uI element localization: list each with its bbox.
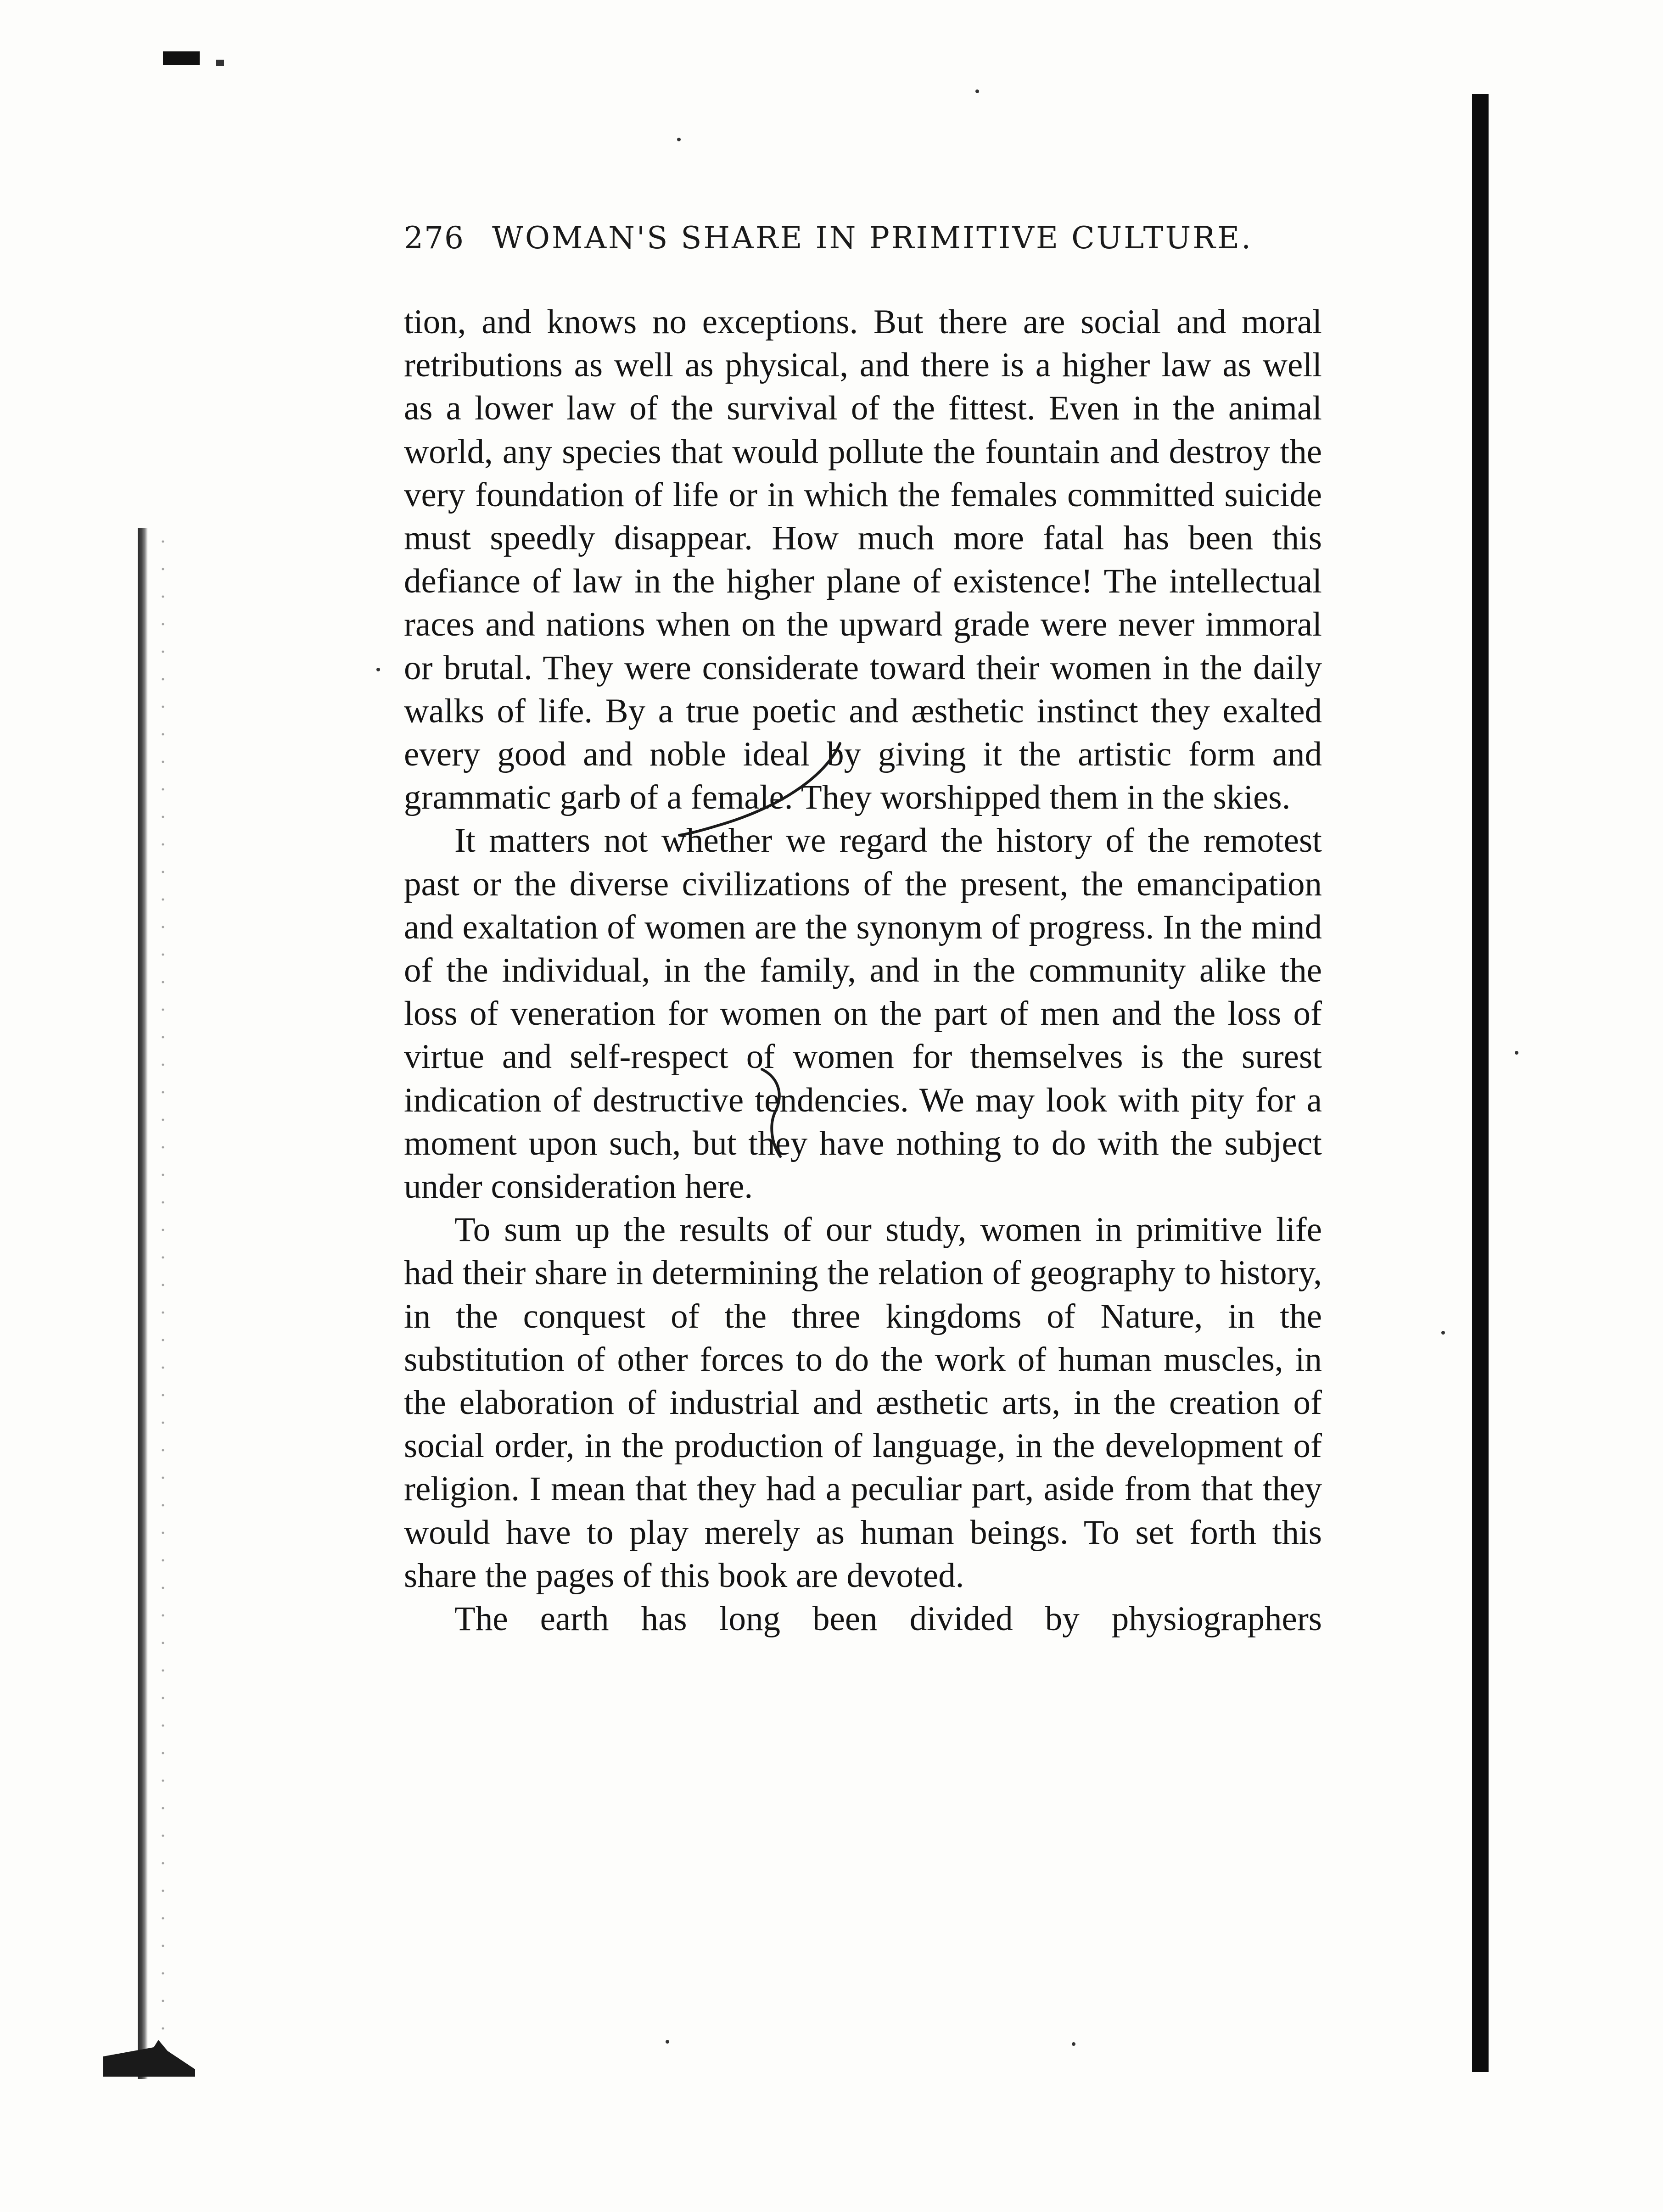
paragraph: To sum up the results of our study, women in primitive life had their share in determining the relation of geography to history, in the conquest of the three kingdoms of Nature, in the substitution of other forces to do the work of human muscles, in the elaboration of industrial and æsthetic arts, in the creation of social order, in the production of language, in the development of religion. I mean that they had a peculiar part, aside from that they would have to play merely as human beings. To set forth this share the pages of this book are devoted. <box>404 1211 1322 1595</box>
binding-edge-specks <box>156 528 170 2079</box>
running-header <box>404 220 1313 256</box>
scan-artifact-mark <box>216 60 224 66</box>
scan-speck <box>376 668 380 671</box>
scan-speck <box>666 2040 669 2044</box>
page-edge-shadow <box>1472 94 1489 2072</box>
page-number: 276 <box>404 220 465 256</box>
scan-speck <box>677 138 681 141</box>
scan-speck <box>1072 2042 1075 2046</box>
scan-artifact-mark <box>163 51 200 65</box>
binding-edge-shadow <box>138 528 148 2079</box>
body-text <box>404 301 1322 1641</box>
paragraph: It matters not whether we regard the history of the remotest past or the diverse civilizations of the present, the emancipation and exaltation of women are the synonym of progress. In the mind of the individual, in the family, and in the community alike the loss of veneration for women on the part of men and the loss of virtue and self-respect of women for themselves is the surest indication of destructive tendencies. We may look with pity for a moment upon such, but they have nothing to do with the subject under consideration here. <box>404 821 1322 1206</box>
scan-speck <box>1515 1051 1518 1055</box>
running-title: WOMAN'S SHARE IN PRIMITIVE CULTURE. <box>492 220 1253 256</box>
binding-edge-foot <box>103 2040 195 2077</box>
scan-speck <box>975 89 979 93</box>
scan-speck <box>1441 1331 1445 1335</box>
paragraph: tion, and knows no exceptions. But there are social and moral retributions as well as physical, and there is a higher law as well as a lower law of the survival of the fittest. Even in the animal world, any species that would pollute the fountain and destroy the very foundation of life or in which the females committed suicide must speedly disappear. How much more fatal has been this defiance of law in the higher plane of existence! The intellectual races and nations when on the upward grade were never immoral or brutal. They were considerate toward their women in the daily walks of life. By a true poetic and æsthetic instinct they exalted every good and noble ideal by giving it the artistic form and grammatic garb of a female. They worshipped them in the skies. <box>404 303 1322 817</box>
paragraph: The earth has long been divided by physiographers <box>454 1600 1322 1638</box>
